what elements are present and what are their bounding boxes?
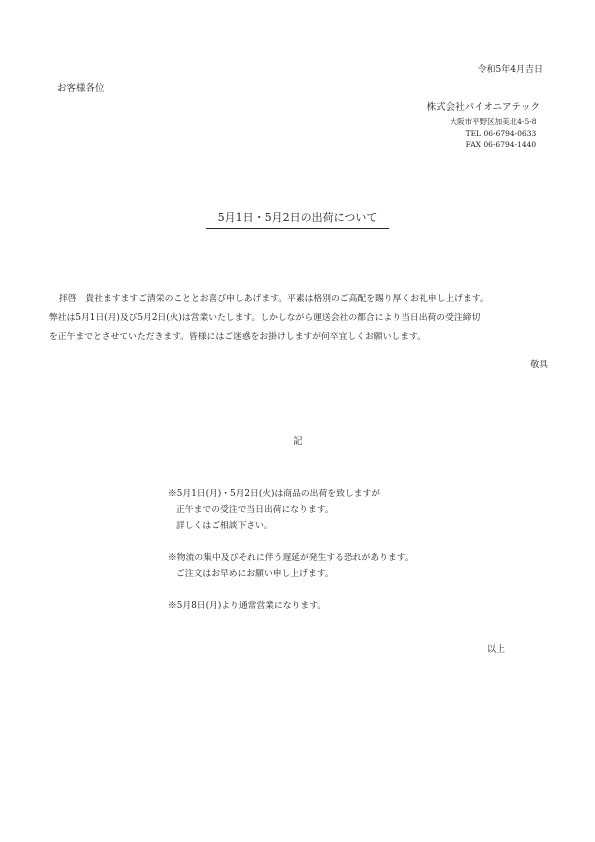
body-line: を正午までとさせていただきます。皆様にはご迷惑をお掛けしますが何卒宜しくお願いします。 bbox=[49, 332, 426, 342]
note-line: ※5月8日(月)より通常営業になります。 bbox=[168, 601, 327, 611]
note-item bbox=[168, 550, 414, 582]
body-line: 拝啓 貴社ますますご清栄のこととお喜び申しあげます。平素は格別のご高配を賜り厚くお礼申し上げます。 bbox=[59, 294, 489, 304]
ki-marker: 記 bbox=[293, 436, 303, 447]
note-line: 詳しくはご相談下さい。 bbox=[176, 521, 273, 531]
note-line: 正午までの受注で当日出荷になります。 bbox=[176, 505, 334, 515]
note-item bbox=[168, 598, 414, 614]
end-ijou: 以上 bbox=[487, 645, 506, 655]
body-text bbox=[49, 290, 549, 347]
closing-keigu: 敬具 bbox=[530, 360, 548, 370]
notes-list bbox=[168, 486, 414, 630]
sender-fax: FAX 06-6794-1440 bbox=[465, 140, 537, 149]
note-line: ※物流の集中及びそれに伴う遅延が発生する恐れがあります。 bbox=[168, 553, 414, 563]
sender-address: 大阪市平野区加美北4-5-8 bbox=[449, 117, 537, 126]
note-item bbox=[168, 486, 414, 534]
sender-tel: TEL 06-6794-0633 bbox=[465, 128, 537, 138]
note-line: ※5月1日(月)・5月2日(火)は商品の出荷を致しますが bbox=[168, 489, 381, 499]
note-line: ご注文はお早めにお願い申し上げます。 bbox=[176, 569, 334, 579]
body-line: 弊社は5月1日(月)及び5月2日(火)は営業いたします。しかしながら運送会社の都合により当日出荷の受注締切 bbox=[49, 313, 481, 323]
document-title-text: 5月1日・5月2日の出荷について bbox=[206, 209, 390, 229]
recipient: お客様各位 bbox=[57, 83, 105, 94]
sender-company: 株式会社パイオニアテック bbox=[426, 102, 540, 113]
sender-block bbox=[426, 99, 540, 151]
document-title bbox=[0, 209, 595, 229]
letter-date: 令和5年4月吉日 bbox=[477, 65, 543, 75]
